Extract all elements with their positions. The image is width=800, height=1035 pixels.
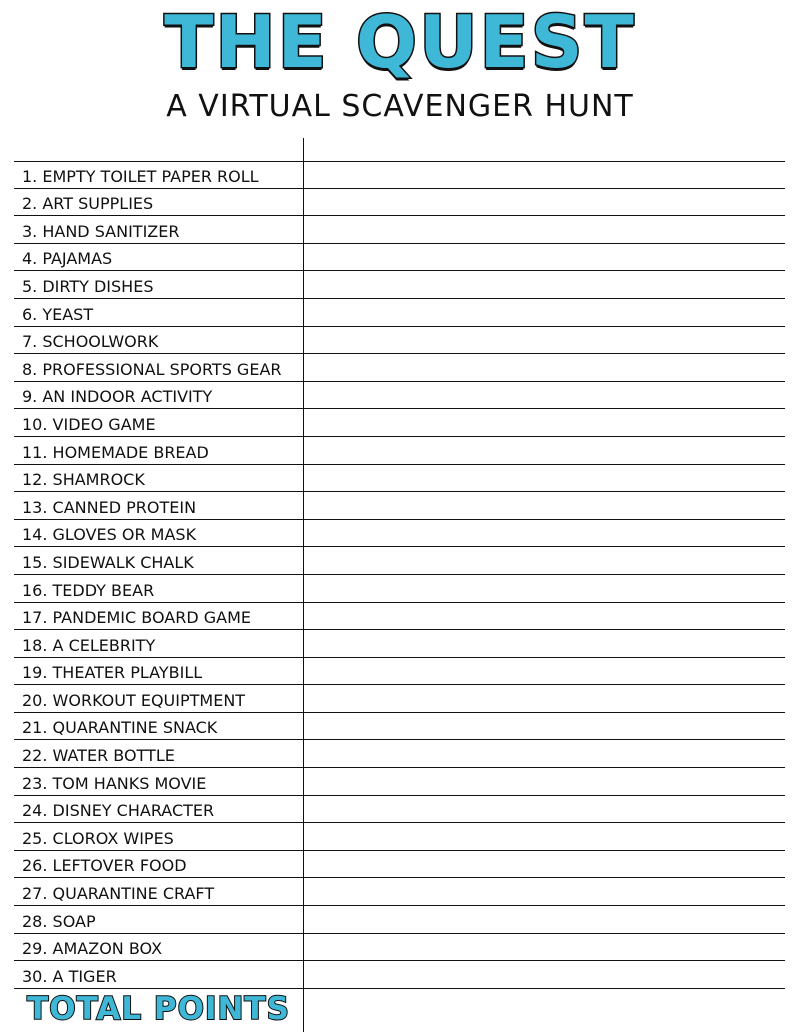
list-item	[14, 713, 785, 741]
item-label: 21. QUARANTINE SNACK	[22, 718, 218, 738]
item-label: 25. CLOROX WIPES	[22, 828, 174, 848]
list-item	[14, 189, 785, 217]
item-label: 11. HOMEMADE BREAD	[22, 442, 209, 462]
list-item	[14, 934, 785, 962]
item-label: 23. TOM HANKS MOVIE	[22, 773, 207, 793]
list-item	[14, 685, 785, 713]
item-label: 27. QUARANTINE CRAFT	[22, 884, 215, 904]
list-item	[14, 409, 785, 437]
item-label: 12. SHAMROCK	[22, 470, 145, 490]
scavenger-list	[14, 161, 785, 989]
item-label: 17. PANDEMIC BOARD GAME	[22, 608, 252, 628]
list-item	[14, 961, 785, 989]
list-item	[14, 796, 785, 824]
list-item	[14, 823, 785, 851]
list-item	[14, 906, 785, 934]
item-label: 4. PAJAMAS	[22, 249, 113, 269]
item-label: 20. WORKOUT EQUIPTMENT	[22, 690, 246, 710]
list-item	[14, 354, 785, 382]
list-item	[14, 216, 785, 244]
total-points-label: TOTAL POINTS	[27, 991, 290, 1027]
list-item	[14, 492, 785, 520]
list-item	[14, 575, 785, 603]
item-label: 13. CANNED PROTEIN	[22, 497, 197, 517]
item-label: 9. AN INDOOR ACTIVITY	[22, 387, 213, 407]
list-item	[14, 271, 785, 299]
list-item	[14, 382, 785, 410]
list-item	[14, 740, 785, 768]
item-label: 8. PROFESSIONAL SPORTS GEAR	[22, 359, 282, 379]
list-item	[14, 299, 785, 327]
page-title	[0, 0, 800, 84]
item-label: 5. DIRTY DISHES	[22, 276, 154, 296]
page-title-text: THE QUEST	[164, 0, 636, 84]
list-item	[14, 244, 785, 272]
item-label: 14. GLOVES OR MASK	[22, 525, 197, 545]
item-label: 28. SOAP	[22, 911, 96, 931]
item-label: 19. THEATER PLAYBILL	[22, 663, 203, 683]
item-label: 22. WATER BOTTLE	[22, 746, 175, 766]
item-label: 16. TEDDY BEAR	[22, 580, 155, 600]
list-item	[14, 851, 785, 879]
list-item	[14, 437, 785, 465]
list-item	[14, 161, 785, 189]
item-label: 30. A TIGER	[22, 966, 117, 986]
list-item	[14, 878, 785, 906]
item-label: 15. SIDEWALK CHALK	[22, 552, 194, 572]
item-label: 24. DISNEY CHARACTER	[22, 801, 215, 821]
list-item	[14, 465, 785, 493]
page-subtitle: A VIRTUAL SCAVENGER HUNT	[166, 89, 634, 124]
item-label: 3. HAND SANITIZER	[22, 221, 180, 241]
item-label: 2. ART SUPPLIES	[22, 194, 154, 214]
item-label: 10. VIDEO GAME	[22, 414, 156, 434]
item-label: 1. EMPTY TOILET PAPER ROLL	[22, 166, 259, 186]
list-item	[14, 547, 785, 575]
list-item	[14, 630, 785, 658]
item-label: 6. YEAST	[22, 304, 94, 324]
list-item	[14, 768, 785, 796]
item-label: 26. LEFTOVER FOOD	[22, 856, 187, 876]
list-item	[14, 520, 785, 548]
list-item	[14, 327, 785, 355]
list-item	[14, 603, 785, 631]
list-item	[14, 658, 785, 686]
item-label: 7. SCHOOLWORK	[22, 332, 159, 352]
item-label: 29. AMAZON BOX	[22, 939, 163, 959]
item-label: 18. A CELEBRITY	[22, 635, 156, 655]
